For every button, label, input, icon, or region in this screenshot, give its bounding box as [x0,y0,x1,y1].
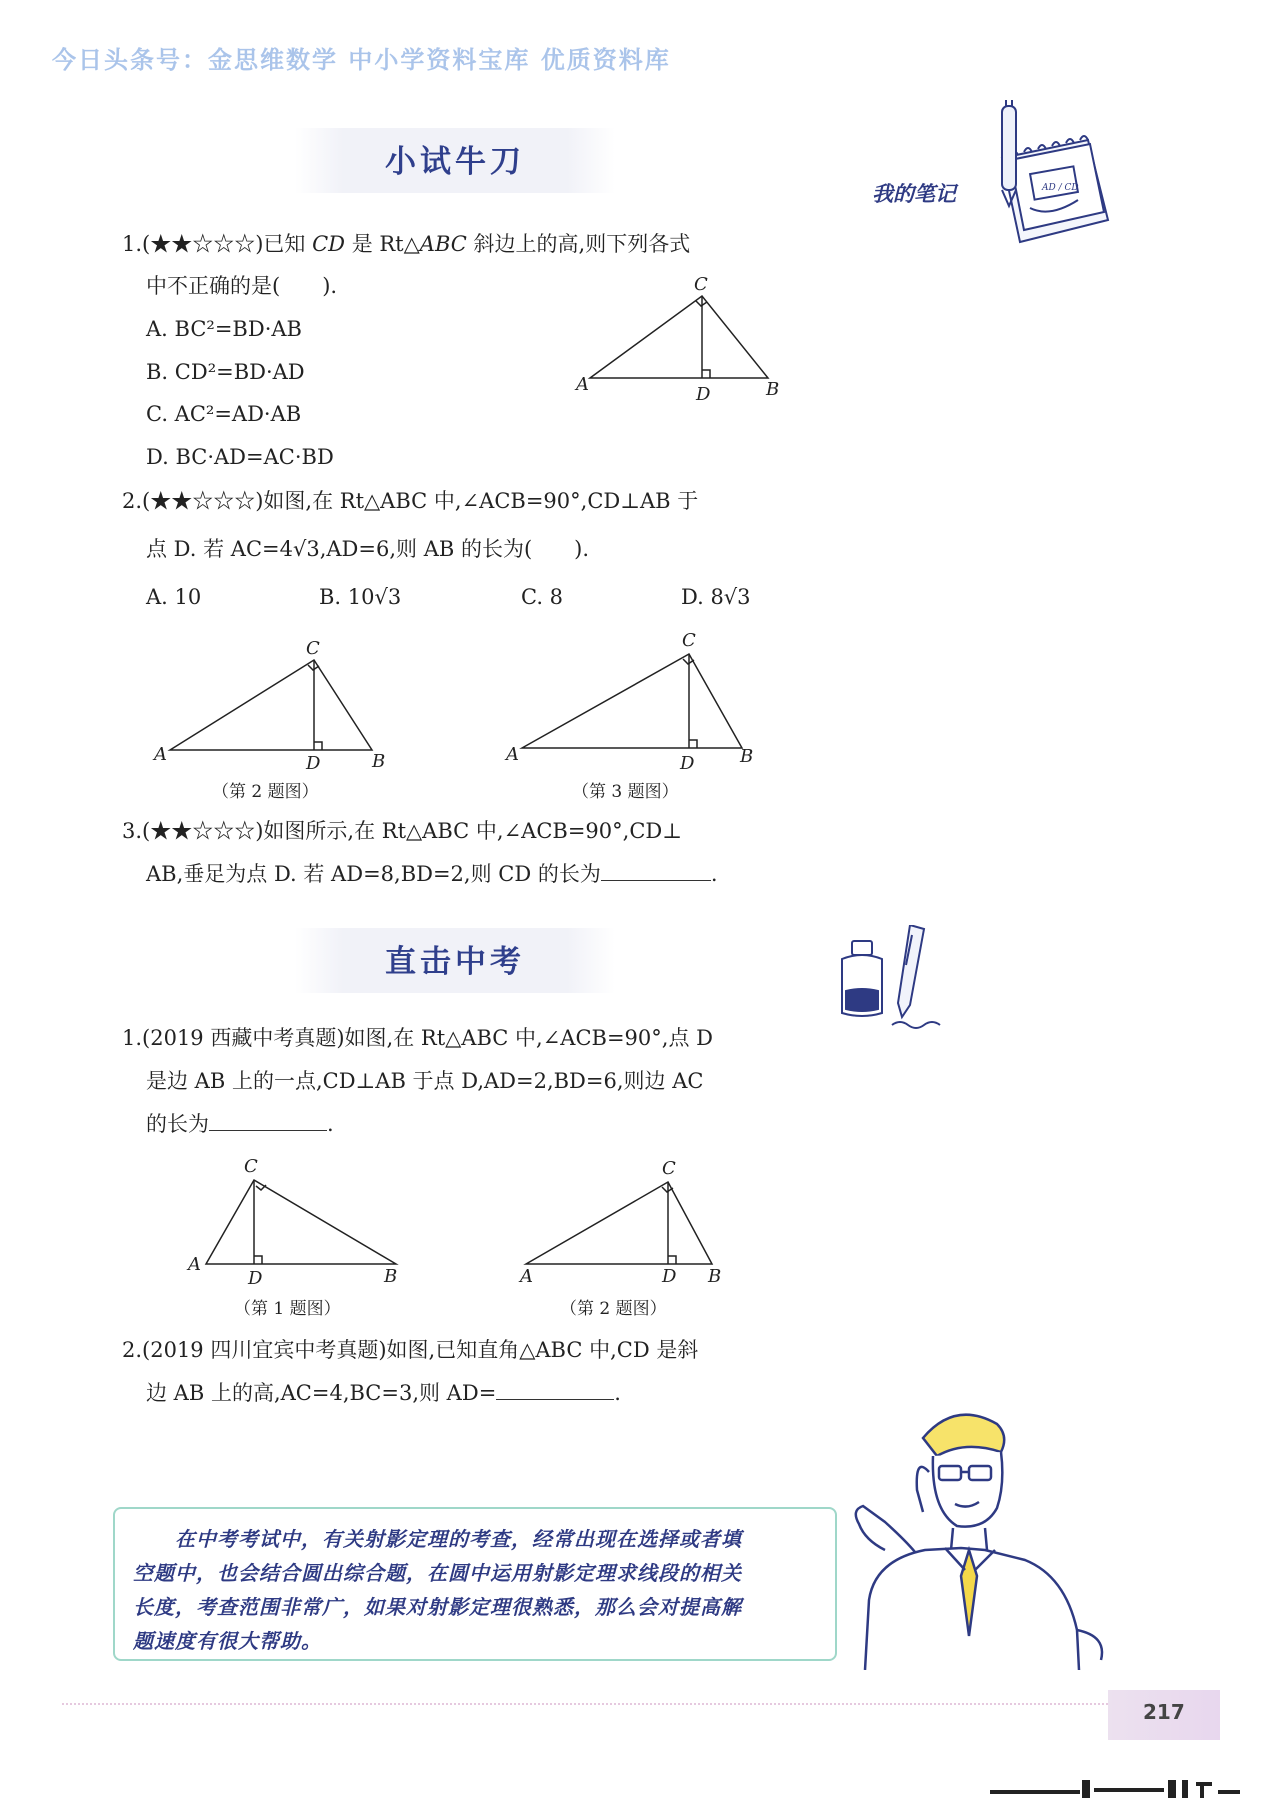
s1-q1-option-c: C. AC²=AD·AB [146,402,302,426]
s2-fig2-label-b: B [708,1266,722,1287]
tip-box [113,1507,837,1661]
s2-q1-line3-text: 的长为 [146,1112,209,1136]
fig2-label-a: A [154,744,167,765]
s2-q1-line2: 是边 AB 上的一点,CD⊥AB 于点 D,AD=2,BD=6,则边 AC [146,1069,704,1093]
s1-q1-figure [570,268,790,412]
s1-q2-line1: 2.(★★☆☆☆)如图,在 Rt△ABC 中,∠ACB=90°,CD⊥AB 于 [122,489,699,513]
s2-caption-fig1: （第 1 题图） [234,1299,341,1319]
s2-fig2-label-d: D [662,1266,677,1287]
s2-fig2-label-a: A [520,1266,533,1287]
fig2-label-c: C [306,638,320,659]
s2-fig1-label-a: A [188,1254,201,1275]
s2-fig1-label-c: C [244,1156,258,1177]
s1-caption-fig2: （第 2 题图） [212,782,319,802]
tip-line-3: 长度，考查范围非常广，如果对射影定理很熟悉，那么会对提高解 [133,1595,742,1619]
s1-fig2 [148,630,398,774]
fig3-label-c: C [682,630,696,651]
fig3-label-a: A [506,744,519,765]
label-c: C [694,274,708,295]
s1-caption-fig3: （第 3 题图） [572,782,679,802]
label-a: A [576,374,589,395]
s2-q1-line3 [146,1110,334,1138]
header-watermark: 今日头条号：金思维数学 中小学资料宝库 优质资料库 [52,46,671,74]
triangle-abc [590,296,768,378]
s1-q2-option-d: D. 8√3 [681,585,751,609]
answer-blank[interactable] [209,1112,327,1131]
s1-q1-option-b: B. CD²=BD·AD [146,360,305,384]
s1-q1-cd: CD [312,232,346,256]
teacher-icon [845,1400,1125,1670]
page-number: 217 [1143,1700,1185,1724]
s2-q1-line3-end: . [327,1112,334,1136]
s1-q3-line2-text: AB,垂足为点 D. 若 AD=8,BD=2,则 CD 的长为 [146,862,601,886]
label-d: D [696,384,711,405]
s1-q2-line2: 点 D. 若 AC=4√3,AD=6,则 AB 的长为( ). [146,537,590,561]
fig3-label-b: B [740,746,754,767]
section-title-practice: 小试牛刀 [295,128,615,193]
tip-line-4: 题速度有很大帮助。 [133,1629,322,1653]
s1-q2-option-c: C. 8 [521,585,564,609]
s1-fig3 [500,628,780,777]
tip-line-2: 空题中，也会结合圆出综合题，在圆中运用射影定理求线段的相关 [133,1561,742,1585]
s1-q3-line2-end: . [710,862,718,886]
label-b: B [766,379,780,400]
notebook-illustration [980,100,1120,264]
s1-q1-abc: ABC [419,232,467,256]
s1-q1-option-a: A. BC²=BD·AB [146,317,302,341]
notebook-icon [980,100,1120,260]
s2-q2-line2 [146,1379,621,1407]
s2-q2-line2-end: . [614,1381,621,1405]
ink-pen-illustration [832,925,962,1039]
s1-q3-line2 [146,860,718,888]
footer-bars [990,1780,1240,1796]
s1-q1-line1 [122,230,690,258]
s1-q1-text-c: 斜边上的高,则下列各式 [466,232,691,256]
fig2-label-b: B [372,751,386,770]
section-title-exam: 直击中考 [295,928,615,993]
s2-caption-fig2: （第 2 题图） [560,1299,667,1319]
s1-q1-text-a: 1.(★★☆☆☆)已知 [122,232,313,256]
s2-fig1-label-b: B [384,1266,398,1287]
s1-q1-option-d: D. BC·AD=AC·BD [146,445,334,469]
s2-fig2-label-c: C [662,1158,676,1179]
s2-fig2 [508,1152,748,1296]
s2-fig1 [180,1152,420,1296]
s2-q2-line2-text: 边 AB 上的高,AC=4,BC=3,则 AD= [146,1381,497,1405]
fig3-label-d: D [680,753,695,773]
fig2-label-d: D [306,753,321,770]
s2-q1-line1: 1.(2019 西藏中考真题)如图,在 Rt△ABC 中,∠ACB=90°,点 D [122,1026,713,1050]
ink-bottle-icon [832,925,962,1035]
notes-label: 我的笔记 [872,182,956,206]
teacher-illustration [845,1400,1125,1674]
s2-fig1-label-d: D [248,1268,263,1289]
answer-blank[interactable] [601,862,711,881]
answer-blank[interactable] [496,1381,614,1400]
s1-q2-option-a: A. 10 [146,585,202,609]
s2-q2-line1: 2.(2019 四川宜宾中考真题)如图,已知直角△ABC 中,CD 是斜 [122,1338,699,1362]
s1-q3-line1: 3.(★★☆☆☆)如图所示,在 Rt△ABC 中,∠ACB=90°,CD⊥ [122,819,682,843]
tip-line-1: 在中考考试中，有关射影定理的考查，经常出现在选择或者填 [175,1527,742,1551]
notebook-text: AD / CD [1042,183,1079,193]
s1-q2-option-b: B. 10√3 [319,585,402,609]
s1-q1-text-b: 是 Rt△ [345,232,420,256]
footer-divider [62,1703,1112,1705]
right-angle-mark-d [702,370,710,378]
s1-q1-line2: 中不正确的是( ). [146,274,338,298]
